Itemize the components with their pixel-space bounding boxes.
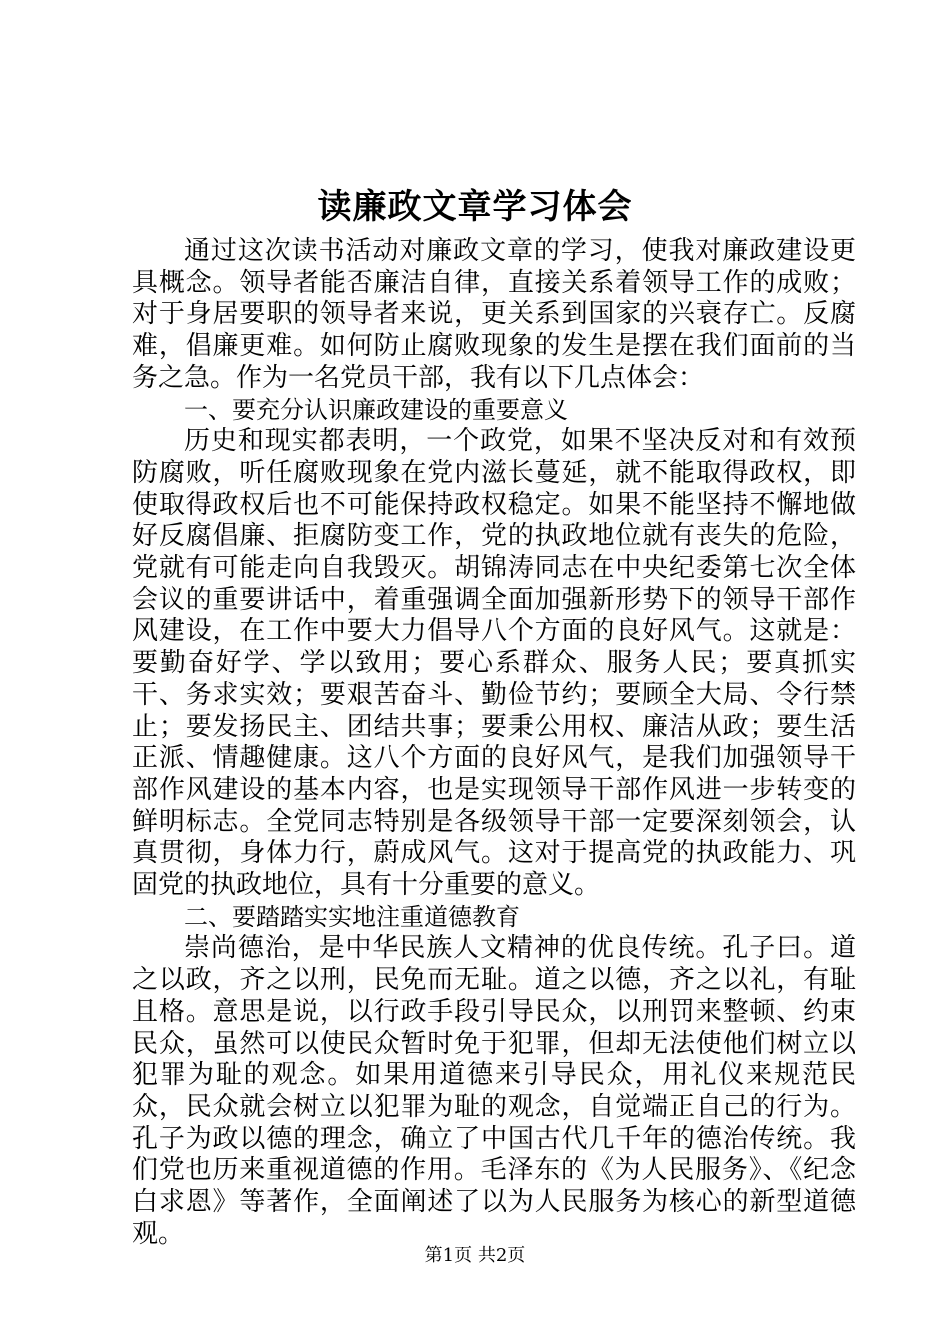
page-footer: 第1页 共2页 (424, 1245, 526, 1266)
document-body (132, 236, 856, 1251)
section-2-paragraph: 崇尚德治，是中华民族人文精神的优良传统。孔子曰。道之以政，齐之以刑，民免而无耻。道之以德，齐之以礼，有耻且格。意思是说，以行政手段引导民众，以刑罚来整顿、约束民众，虽然可以使民众暂时免于犯罪，但却无法使他们树立以犯罪为耻的观念。如果用道德来引导民众，用礼仪来规范民众，民众就会树立以犯罪为耻的观念，自觉端正自己的行为。孔子为政以德的理念，确立了中国古代几千年的德治传统。我们党也历来重视道德的作用。毛泽东的《为人民服务》、《纪念白求恩》等著作，全面阐述了以为人民服务为核心的新型道德观。 (132, 933, 856, 1249)
section-heading-2: 二、要踏踏实实地注重道德教育 (184, 902, 520, 931)
section-heading-1: 一、要充分认识廉政建设的重要意义 (184, 395, 568, 424)
intro-paragraph: 通过这次读书活动对廉政文章的学习，使我对廉政建设更具概念。领导者能否廉洁自律，直接关系着领导工作的成败；对于身居要职的领导者来说，更关系到国家的兴衰存亡。反腐难，倡廉更难。如何防止腐败现象的发生是摆在我们面前的当务之急。作为一名党员干部，我有以下几点体会： (132, 236, 856, 393)
section-1-paragraph: 历史和现实都表明，一个政党，如果不坚决反对和有效预防腐败，听任腐败现象在党内滋长蔓延，就不能取得政权，即使取得政权后也不可能保持政权稳定。如果不能坚持不懈地做好反腐倡廉、拒腐防变工作，党的执政地位就有丧失的危险，党就有可能走向自我毁灭。胡锦涛同志在中央纪委第七次全体会议的重要讲话中，着重强调全面加强新形势下的领导干部作风建设，在工作中要大力倡导八个方面的良好风气。这就是：要勤奋好学、学以致用；要心系群众、服务人民；要真抓实干、务求实效；要艰苦奋斗、勤俭节约；要顾全大局、令行禁止；要发扬民主、团结共事；要秉公用权、廉洁从政；要生活正派、情趣健康。这八个方面的良好风气，是我们加强领导干部作风建设的基本内容，也是实现领导干部作风进一步转变的鲜明标志。全党同志特别是各级领导干部一定要深刻领会，认真贯彻，身体力行，蔚成风气。这对于提高党的执政能力、巩固党的执政地位，具有十分重要的意义。 (132, 426, 856, 901)
document-title: 读廉政文章学习体会 (317, 187, 633, 227)
